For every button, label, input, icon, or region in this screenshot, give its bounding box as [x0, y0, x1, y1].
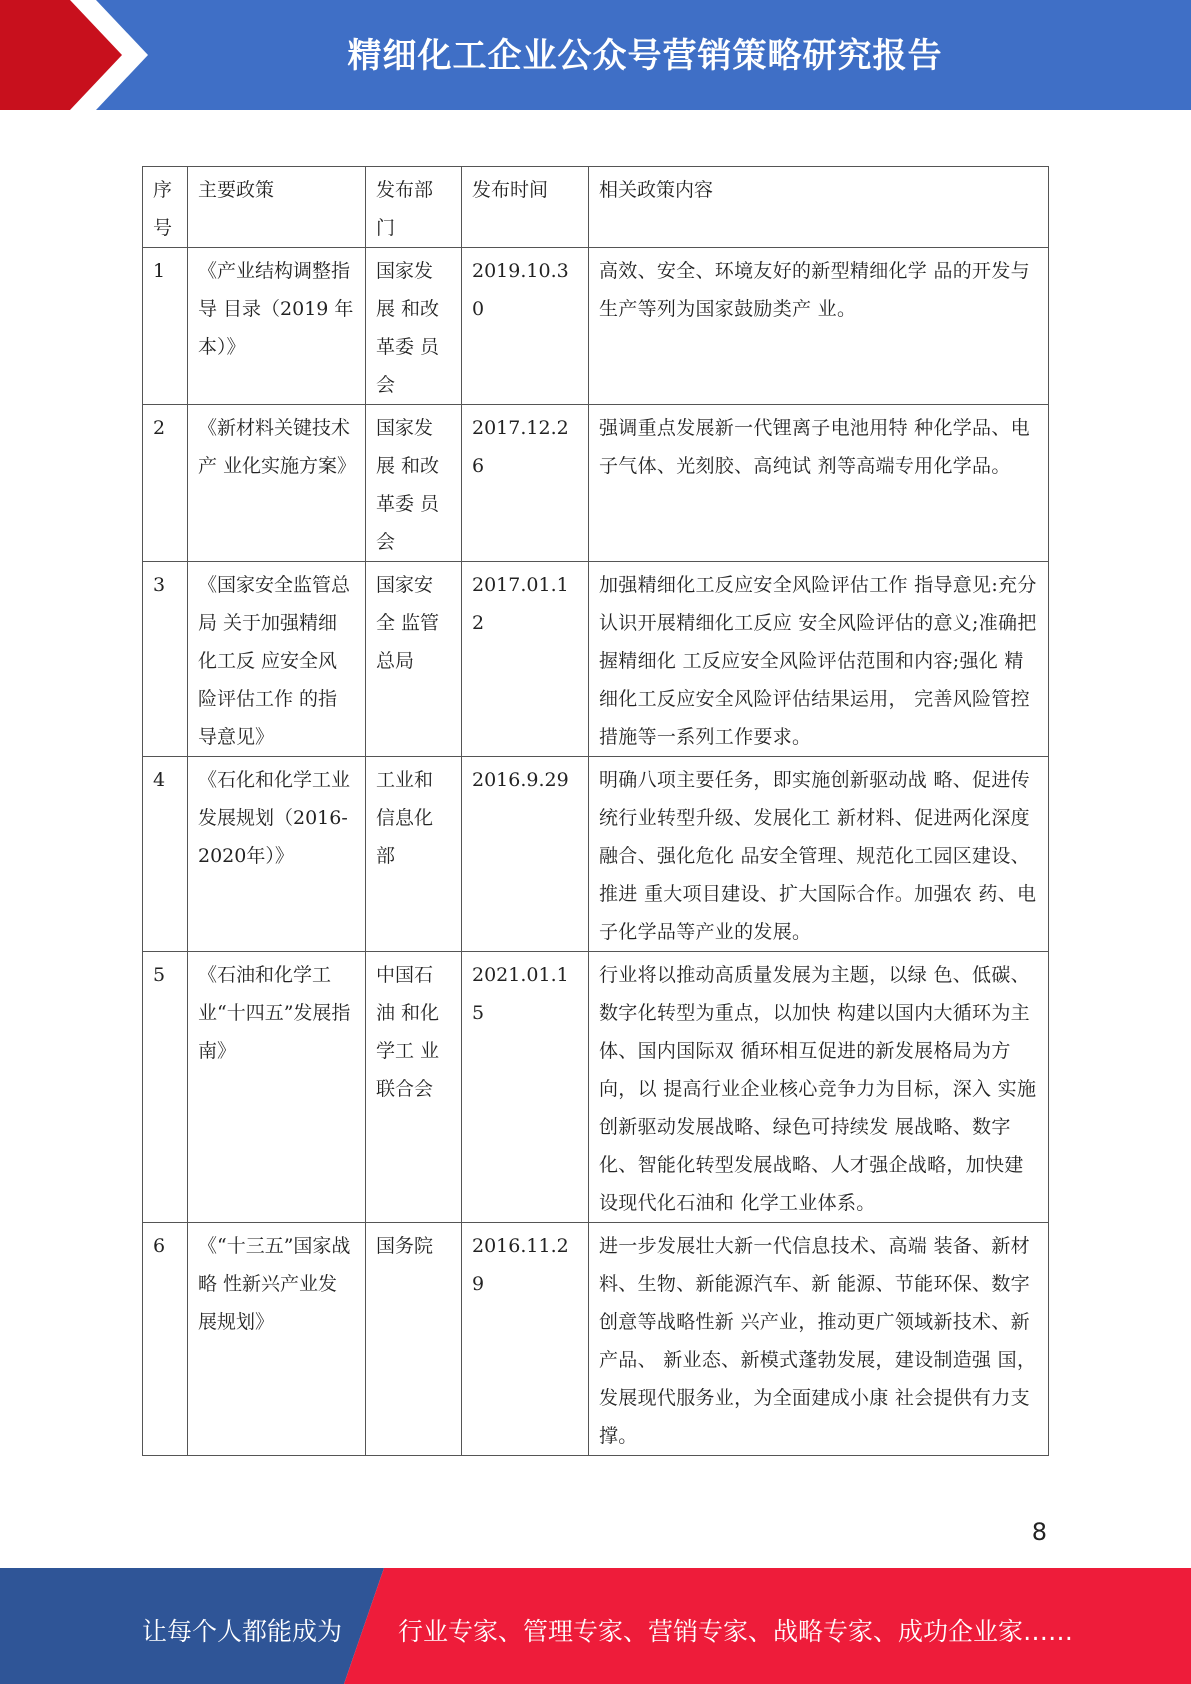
policy-name: 《国家安全监管总局 关于加强精细化工反 应安全风险评估工作 的指导意见》 [188, 562, 366, 757]
issue-date: 2019.10.30 [462, 248, 589, 405]
table-header-row [143, 167, 1049, 248]
column-header-department: 发布部门 [366, 167, 462, 248]
issuing-department: 国家安全 监管总局 [366, 562, 462, 757]
footer-slogan-left: 让每个人都能成为 [142, 1617, 343, 1646]
page-footer [0, 1568, 1191, 1684]
issue-date: 2021.01.15 [462, 952, 589, 1223]
policy-content: 加强精细化工反应安全风险评估工作 指导意见:充分认识开展精细化工反应 安全风险评估的意义;准确把握精细化 工反应安全风险评估范围和内容;强化 精细化工反应安全风险评估结果运用， 完善风险管控措施等一系列工作要求。 [589, 562, 1049, 757]
policy-content: 行业将以推动高质量发展为主题，以绿 色、低碳、数字化转型为重点，以加快 构建以国内大循环为主体、国内国际双 循环相互促进的新发展格局为方向，以 提高行业企业核心竞争力为目标，深入 实施创新驱动发展战略、绿色可持续发 展战略、数字化、智能化转型发展战略、人才强企战略，加快建设现代化石油和 化学工业体系。 [589, 952, 1049, 1223]
issue-date: 2017.12.26 [462, 405, 589, 562]
table-row [143, 1223, 1049, 1456]
column-header-date: 发布时间 [462, 167, 589, 248]
policy-name: 《石化和化学工业发展规划（2016-2020年）》 [188, 757, 366, 952]
table-row [143, 562, 1049, 757]
issuing-department: 国家发展 和改革委 员会 [366, 248, 462, 405]
column-header-policy: 主要政策 [188, 167, 366, 248]
policy-content: 强调重点发展新一代锂离子电池用特 种化学品、电子气体、光刻胶、高纯试 剂等高端专用化学品。 [589, 405, 1049, 562]
column-header-number: 序号 [143, 167, 188, 248]
issue-date: 2016.11.29 [462, 1223, 589, 1456]
row-number: 3 [143, 562, 188, 757]
issue-date: 2017.01.12 [462, 562, 589, 757]
table-row [143, 952, 1049, 1223]
policy-name: 《新材料关键技术产 业化实施方案》 [188, 405, 366, 562]
issuing-department: 国家发展 和改革委 员会 [366, 405, 462, 562]
issuing-department: 国务院 [366, 1223, 462, 1456]
table-row [143, 757, 1049, 952]
policy-name: 《石油和化学工业“十四五”发展指 南》 [188, 952, 366, 1223]
issuing-department: 中国石油 和化学工 业联合会 [366, 952, 462, 1223]
issuing-department: 工业和信息化部 [366, 757, 462, 952]
policy-table [142, 166, 1049, 1456]
issue-date: 2016.9.29 [462, 757, 589, 952]
row-number: 6 [143, 1223, 188, 1456]
policy-content: 进一步发展壮大新一代信息技术、高端 装备、新材料、生物、新能源汽车、新 能源、节能环保、数字创意等战略性新 兴产业，推动更广领域新技术、新产品、 新业态、新模式蓬勃发展，建设制造强 国，发展现代服务业，为全面建成小康 社会提供有力支撑。 [589, 1223, 1049, 1456]
policy-content: 高效、安全、环境友好的新型精细化学 品的开发与生产等列为国家鼓励类产 业。 [589, 248, 1049, 405]
row-number: 2 [143, 405, 188, 562]
row-number: 1 [143, 248, 188, 405]
row-number: 4 [143, 757, 188, 952]
page-header [0, 0, 1191, 110]
report-title: 精细化工企业公众号营销策略研究报告 [347, 36, 943, 76]
footer-slogan-right: 行业专家、管理专家、营销专家、战略专家、成功企业家…… [398, 1617, 1074, 1646]
policy-content: 明确八项主要任务，即实施创新驱动战 略、促进传统行业转型升级、发展化工 新材料、促进两化深度融合、强化危化 品安全管理、规范化工园区建设、推进 重大项目建设、扩大国际合作。加强农 药、电子化学品等产业的发展。 [589, 757, 1049, 952]
table-row [143, 248, 1049, 405]
policy-name: 《“十三五”国家战略 性新兴产业发展规划》 [188, 1223, 366, 1456]
column-header-content: 相关政策内容 [589, 167, 1049, 248]
page-number: 8 [1031, 1518, 1047, 1546]
table-row [143, 405, 1049, 562]
row-number: 5 [143, 952, 188, 1223]
policy-name: 《产业结构调整指导 目录（2019 年本）》 [188, 248, 366, 405]
